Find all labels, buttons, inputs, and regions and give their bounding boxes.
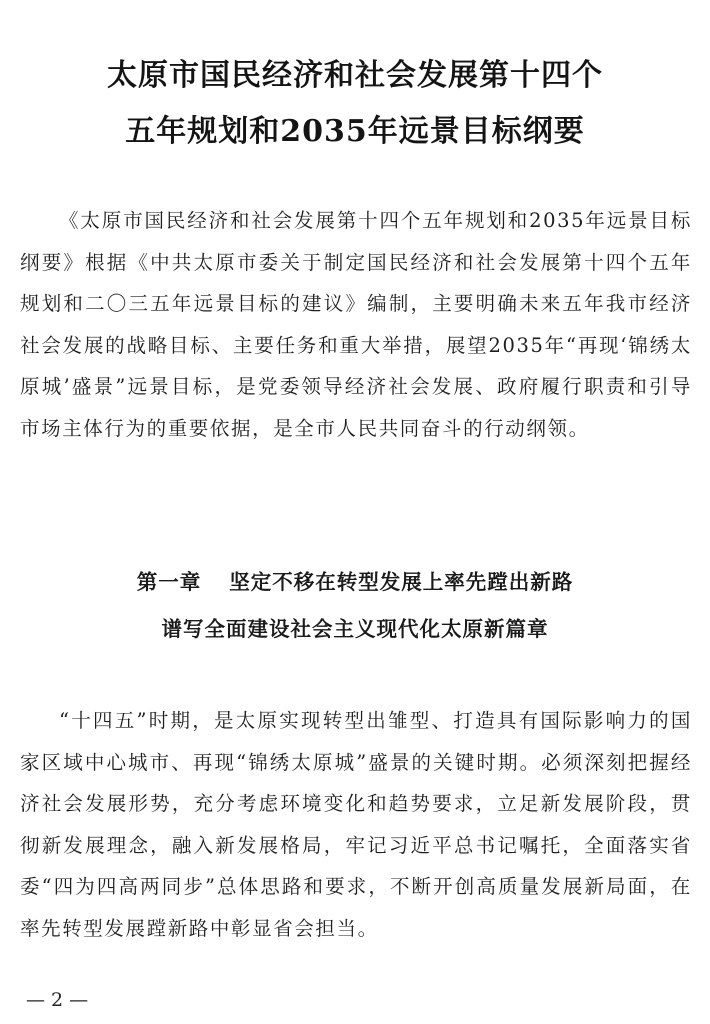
chapter-label: 第一章 bbox=[136, 570, 202, 594]
page-number: — 2 — bbox=[26, 989, 89, 1011]
chapter-title-line-1: 坚定不移在转型发展上率先蹚出新路 bbox=[229, 570, 574, 594]
chapter-heading-line-2: 谱写全面建设社会主义现代化太原新篇章 bbox=[161, 617, 549, 641]
document-title-line-2: 五年规划和2035年远景目标纲要 bbox=[125, 114, 585, 149]
chapter-paragraph: “十四五”时期，是太原实现转型出雏型、打造具有国际影响力的国家区域中心城市、再现“锦绣太原城”盛景的关键时期。必须深刻把握经济社会发展形势，充分考虑环境变化和趋势要求，立足新发展阶段，贯彻新发展理念，融入新发展格局，牢记习近平总书记嘱托，全面落实省委“四为四高两同步”总体思路和要求，不断开创高质量发展新局面，在率先转型发展蹚新路中彰显省会担当。 bbox=[20, 709, 692, 940]
chapter-heading-line-1 bbox=[0, 565, 710, 599]
document-title-line-1: 太原市国民经济和社会发展第十四个 bbox=[107, 58, 603, 93]
intro-paragraph: 《太原市国民经济和社会发展第十四个五年规划和2035年远景目标纲要》根据《中共太原市委关于制定国民经济和社会发展第十四个五年规划和二〇三五年远景目标的建议》编制，主要明确未来五年我市经济社会发展的战略目标、主要任务和重大举措，展望2035年“再现‘锦绣太原城’盛景”远景目标，是党委领导经济社会发展、政府履行职责和引导市场主体行为的重要依据，是全市人民共同奋斗的行动纲领。 bbox=[20, 209, 692, 440]
